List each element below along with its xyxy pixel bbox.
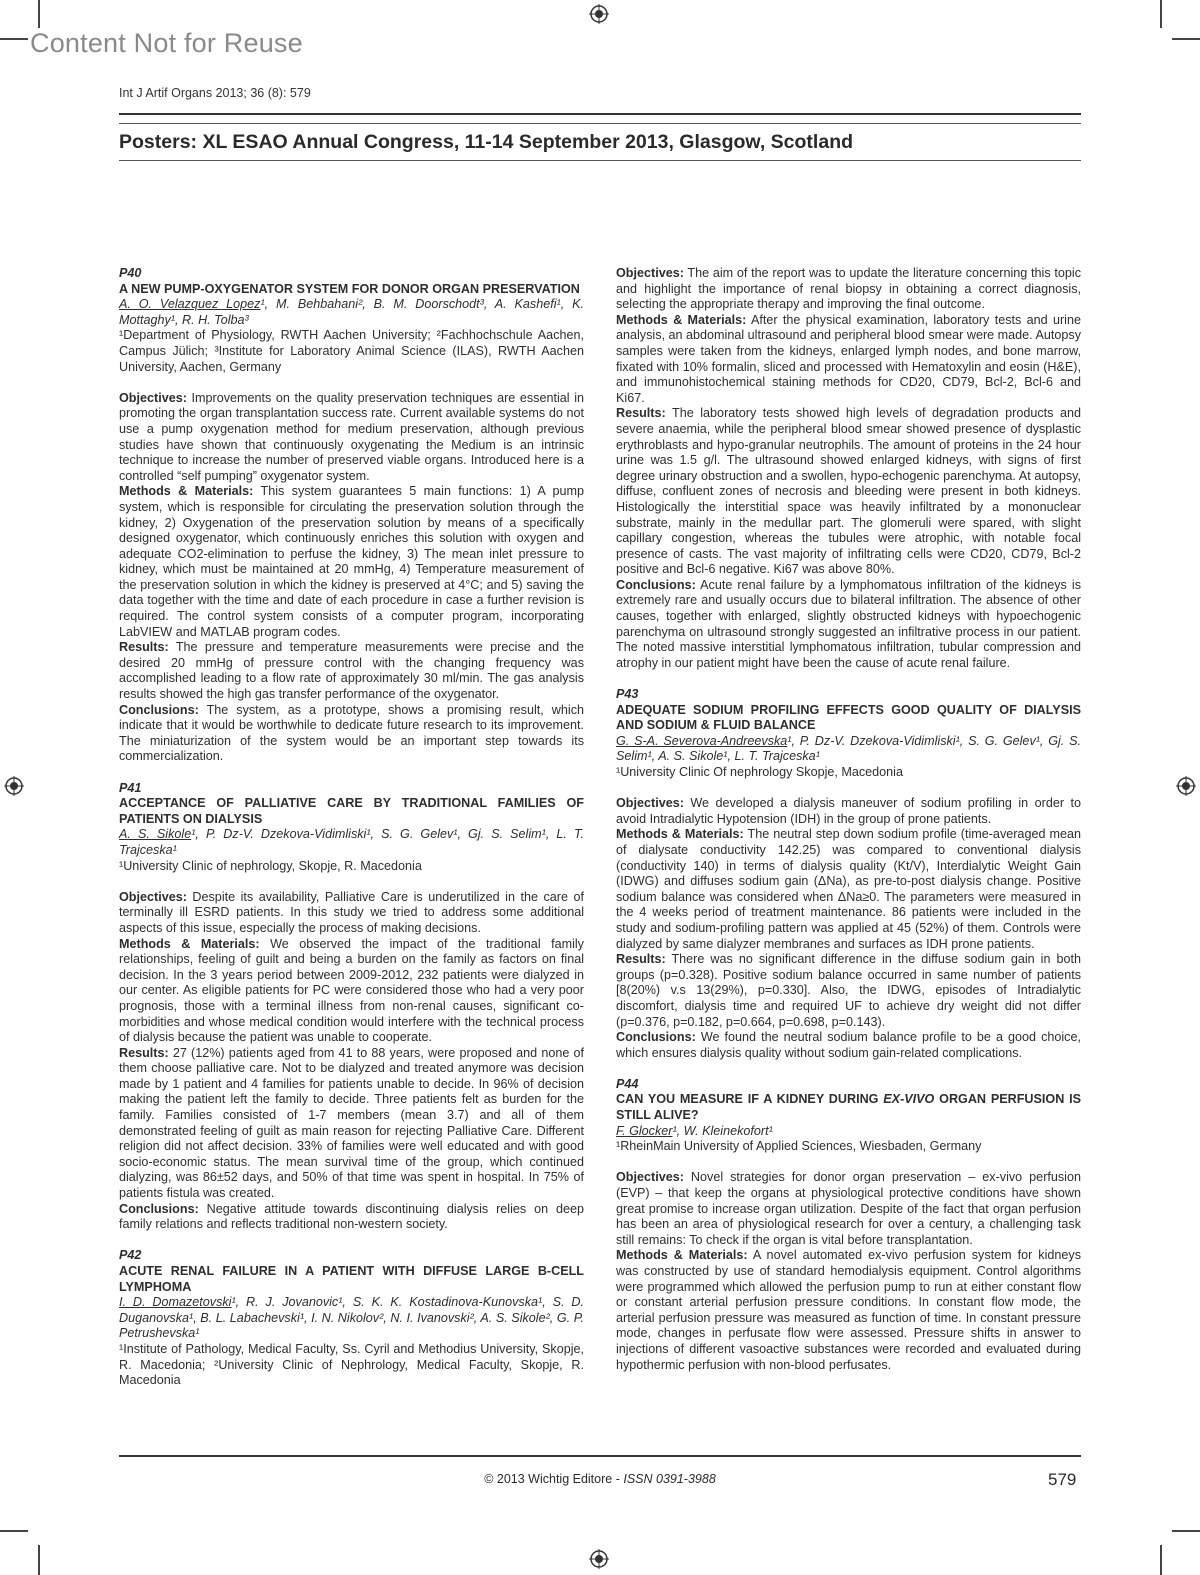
co-authors: ¹, M. Behbahani², B. M. Doorschodt³, A. Kashefi¹, K. Mottaghy¹, R. H. Tolba³ (119, 297, 584, 327)
registration-mark-icon (4, 776, 24, 796)
section-label: Methods & Materials: (616, 312, 747, 327)
section-label: Results: (119, 640, 169, 655)
section-objectives (119, 391, 584, 485)
author-list (119, 1295, 584, 1342)
section-label: Conclusions: (119, 702, 199, 717)
author-list (119, 827, 584, 858)
section-conclusions (119, 703, 584, 765)
section-label: Methods & Materials: (119, 484, 254, 499)
affiliations: ¹University Clinic of nephrology, Skopje, R. Macedonia (119, 858, 422, 873)
co-authors: ¹, P. Dz-V. Dzekova-Vidimliski¹, S. G. Gelev¹, Gj. S. Selim¹, A. S. Sikole¹, L. T. Trajceska¹ (616, 733, 1081, 764)
section-conclusions (616, 578, 1081, 672)
section-text: Improvements on the quality preservation techniques are essential in promoting the organ transplantation success rate. Current available systems do not use a pump oxygenation method for medium preservation, although previous studies have shown that continuously oxygenating the Medium is an intrinsic technique to increase the number of preserved viable organs. Introduced here is a controlled “self pumping” oxygenator system. (119, 390, 584, 483)
registration-mark-icon (589, 4, 609, 24)
abstract-p40 (119, 266, 584, 765)
section-label: Objectives: (616, 266, 684, 280)
author-list (616, 1124, 1081, 1140)
abstract-p42-continued (616, 266, 1081, 671)
section-text: The system, as a prototype, shows a promising result, which indicate that it would be worthwhile to dedicate future research to its improvement. The miniaturization of the system would be an important step towards its commercialization. (119, 702, 584, 764)
abstract-id: P43 (616, 687, 639, 702)
section-text: The neutral step down sodium profile (time-averaged mean of dialysate conductivity 142.25) was compared to conventional dialysis (conductivity 140) in terms of dialysis quality (Kt/V), Interdialytic Weight Gain (IDWG) and diffuses sodium gain (ΔNa), as pre-to-post dialysis change. Positive sodium balance was considered when ΔNa≥0. The parameters were measured in the 4 weeks period of treatment maintenance. 86 patients were included in the study and sodium-profiling pattern was applied at 45 (52%) of them. Controls were dialyzed by same dialyzer membranes and surfaces as IDH prone patients. (616, 827, 1081, 951)
footer-copyright (0, 1472, 1200, 1486)
section-text: This system guarantees 5 main functions: 1) A pump system, which is responsible for circulating the preservation solution through the kidney, 2) Oxygenation of the preservation solution by means of a specifically designed oxygenator, which continuously enriches this solution with oxygen and adequate CO2-elimination to perfuse the kidney, 3) The mean inlet pressure to kidney, which must be maintained at 20 mmHg, 4) Temperature measurement of the preservation solution in which the kidney is preserved at 4°C; and 5) saving the data together with the time and date of each procedure in case a further revision is required. The control system consists of a computer program, incorporating LabVIEW and MATLAB program codes. (119, 484, 584, 639)
crop-mark (0, 38, 28, 40)
section-label: Results: (616, 952, 666, 967)
footer-rule (119, 1455, 1081, 1457)
section-results (119, 1046, 584, 1202)
title-part: CAN YOU MEASURE IF A KIDNEY DURING (616, 1092, 884, 1107)
abstract-id: P40 (119, 266, 142, 280)
title-part: ORGAN PERFUSION IS STILL ALIVE? (616, 1092, 1081, 1123)
abstract-title: ACUTE RENAL FAILURE IN A PATIENT WITH DIFFUSE LARGE B-CELL LYMPHOMA (119, 1264, 584, 1294)
abstract-title: A NEW PUMP-OXYGENATOR SYSTEM FOR DONOR ORGAN PRESERVATION (119, 281, 580, 296)
section-label: Methods & Materials: (119, 936, 260, 951)
section-label: Objectives: (616, 796, 684, 811)
section-text: The aim of the report was to update the literature concerning this topic and highlight the importance of renal biopsy in obtaining a correct diagnosis, selecting the appropriate therapy and improving the final outcome. (616, 266, 1081, 312)
abstract-p42 (119, 1248, 584, 1388)
section-label: Objectives: (119, 390, 187, 405)
section-text: We found the neutral sodium balance profile to be a good choice, which ensures dialysis quality without sodium gain-related complications. (616, 1030, 1081, 1060)
section-label: Results: (616, 406, 666, 421)
crop-mark (38, 0, 40, 28)
presenting-author: A. O. Velazquez Lopez (119, 297, 261, 312)
section-methods (616, 827, 1081, 952)
section-conclusions (616, 1030, 1081, 1061)
section-results (119, 640, 584, 702)
abstract-p44 (616, 1077, 1081, 1373)
abstract-title (616, 1092, 1081, 1123)
header-rule-top (119, 113, 1081, 115)
presenting-author: A. S. Sikole (119, 827, 192, 842)
section-objectives (119, 890, 584, 937)
title-italic-part: EX-VIVO (883, 1092, 935, 1107)
section-text: A novel automated ex-vivo perfusion system for kidneys was constructed by use of standard hemodialysis equipment. Control algorithms were programmed which allowed the perfusion pump to run at either constant flow or constant arterial perfusion pressure conditions. In constant flow mode, the arterial perfusion pressure was measured as function of time. In constant pressure mode, changes in perfusate flow were assessed. Pressure shifts in answer to injections of different vasoactive substances were recorded and evaluated during hypothermic perfusion with non-blood perfusates. (616, 1248, 1081, 1372)
section-results (616, 952, 1081, 1030)
journal-citation: Int J Artif Organs 2013; 36 (8): 579 (119, 86, 311, 100)
page-title: Posters: XL ESAO Annual Congress, 11-14 September 2013, Glasgow, Scotland (119, 131, 854, 153)
section-text: Despite its availability, Palliative Care is underutilized in the care of terminally ill ESRD patients. In this study we tried to address some additional aspects of this issue, especially the process of making decisions. (119, 889, 584, 935)
presenting-author: F. Glocker (616, 1123, 673, 1138)
section-label: Results: (119, 1045, 169, 1060)
registration-mark-icon (589, 1549, 609, 1569)
abstract-id: P41 (119, 780, 142, 795)
crop-mark (38, 1545, 40, 1575)
co-authors: ¹, R. J. Jovanovic¹, S. K. K. Kostadinova-Kunovska¹, S. D. Duganovska¹, B. L. Labachevski¹, I. N. Nikolov², N. I. Ivanovski², A. S. Sikole², G. P. Petrushevska¹ (119, 1295, 584, 1341)
section-label: Methods & Materials: (616, 827, 744, 842)
author-list (616, 734, 1081, 765)
abstract-p43 (616, 687, 1081, 1061)
section-label: Objectives: (119, 889, 187, 904)
affiliations: ¹Institute of Pathology, Medical Faculty, Ss. Cyril and Methodius University, Skopje, R. Macedonia; ²University Clinic of Nephrology, Medical Faculty, Skopje, R. Macedonia (119, 1341, 584, 1388)
section-label: Conclusions: (119, 1201, 199, 1216)
section-text: Acute renal failure by a lymphomatous infiltration of the kidneys is extremely rare and usually occurs due to bilateral infiltration. The absence of other causes, together with enlarged, slightly obstructed kidneys with hypoechogenic parenchyma on ultrasound strongly suggested an infiltrative process in our patient. The noted massive interstitial lymphomatous infiltration, tubular compression and atrophy in our patient might have been the cause of acute renal failure. (616, 577, 1081, 670)
abstract-id: P44 (616, 1076, 639, 1091)
section-label: Objectives: (616, 1170, 684, 1185)
section-methods (119, 937, 584, 1046)
right-column (616, 266, 1081, 1373)
section-text: The laboratory tests showed high levels of degradation products and severe anaemia, while the peripheral blood smear showed presence of dysplastic erythroblasts and hypo-granular neutrophils. The amount of proteins in the 24 hour urine was 1.5 g/l. The ultrasound showed enlarged kidneys, with signs of first degree urinary obstruction and a swollen, hypo-echogenic parenchyma. At autopsy, diffuse, confluent zones of necrosis and bleeding were present in both kidneys. Histologically the interstitial space was heavily infiltrated by a mononuclear substrate, mainly in the medullar part. The glomeruli were spared, with slight capillary congestion, whereas the tubules were atrophic, with notable focal presence of casts. The vast majority of infiltrating cells were CD20, CD79, Bcl-2 positive and Bcl-6 negative. Ki67 was above 80%. (616, 406, 1081, 577)
crop-mark (1160, 1545, 1162, 1575)
crop-mark (1172, 1530, 1200, 1532)
section-text: There was no significant difference in the diffuse sodium gain in both groups (p=0.328). Positive sodium balance occurred in same number of patients [8(20%) v.s 13(29%), p=0.330]. Also, the IDWG, episodes of Intradialytic discomfort, dialysis time and required UF to achieve dry weight did not differ (p=0.376, p=0.182, p=0.664, p=0.698, p=0.143). (616, 952, 1081, 1029)
crop-mark (1172, 38, 1200, 40)
co-authors: ¹, W. Kleinekofort¹ (672, 1123, 773, 1138)
section-objectives (616, 796, 1081, 827)
abstract-p41 (119, 781, 584, 1233)
header-rule-mid (119, 123, 1081, 124)
abstract-title: ADEQUATE SODIUM PROFILING EFFECTS GOOD QUALITY OF DIALYSIS AND SODIUM & FLUID BALANCE (616, 702, 1081, 733)
section-text: Novel strategies for donor organ preservation – ex-vivo perfusion (EVP) – that keep the organs at physiological protective conditions have shown great promise to increase organ utilization. Despite of the fact that organ perfusion has been an area of physiological research for over a century, a challenging task still remains: To check if the organ is vital before transplantation. (616, 1170, 1081, 1247)
section-objectives (616, 266, 1081, 313)
affiliations: ¹University Clinic Of nephrology Skopje, Macedonia (616, 765, 903, 779)
registration-mark-icon (1176, 776, 1196, 796)
section-label: Conclusions: (616, 577, 696, 592)
presenting-author: G. S-A. Severova-Andreevska (616, 733, 788, 748)
abstract-title: ACCEPTANCE OF PALLIATIVE CARE BY TRADITIONAL FAMILIES OF PATIENTS ON DIALYSIS (119, 796, 584, 826)
crop-mark (0, 1530, 28, 1532)
affiliations: ¹Department of Physiology, RWTH Aachen University; ²Fachhochschule Aachen, Campus Jülich; ³Institute for Laboratory Animal Science (ILAS), RWTH Aachen University, Aachen, Germany (119, 328, 584, 374)
section-label: Conclusions: (616, 1030, 696, 1045)
section-text: 27 (12%) patients aged from 41 to 88 years, were proposed and none of them choose palliative care. Not to be dialyzed and treated anymore was decision made by 1 patient and 4 families for patients unable to decide. In 96% of decision making the patient left the family to decide. Three patients felt as burden for the family. Families consisted of 1-7 members (mean 3.7) and all of them demonstrated feeling of guilt as main reason for rejecting Palliative Care. Different religion did not affect decision. 33% of families were well educated and with good socio-economic status. The mean survival time of the group, which continued dialyzing, was 86±52 days, and 50% of that time was spent in hospital. In 75% of patients fistula was created. (119, 1045, 584, 1201)
issn-text: ISSN 0391-3988 (623, 1472, 716, 1486)
section-text: We observed the impact of the traditional family relationships, feeling of guilt and being a burden on the family as factors on final decision. In the 3 years period between 2009-2012, 232 patients were dialyzed in our center. As eligible patients for PC were considered those who had a very poor prognosis, those with a terminal illness from non-renal causes, significant co-morbidities and whose medical condition would interfere with the technical process of dialysis because the patient was unable to cooperate. (119, 936, 584, 1045)
abstract-id: P42 (119, 1248, 142, 1263)
header-rule-bottom (119, 160, 1081, 161)
section-text: Negative attitude towards discontinuing dialysis relies on deep family relations and reflects traditional non-western society. (119, 1201, 584, 1232)
left-column (119, 266, 584, 1389)
section-results (616, 406, 1081, 578)
co-authors: ¹, P. Dz-V. Dzekova-Vidimliski¹, S. G. Gelev¹, Gj. S. Selim¹, L. T. Trajceska¹ (119, 827, 584, 857)
section-methods (616, 313, 1081, 407)
section-text: The pressure and temperature measurements were precise and the desired 20 mmHg of pressure control with the changing frequency was accomplished leading to a flow rate of approximately 30 ml/min. The gas analysis results showed the high gas transfer performance of the oxygenator. (119, 640, 584, 702)
presenting-author: I. D. Domazetovski (119, 1295, 232, 1310)
author-list (119, 297, 584, 328)
crop-mark (1160, 0, 1162, 28)
copyright-text: © 2013 Wichtig Editore - (484, 1472, 624, 1486)
section-methods (119, 484, 584, 640)
section-methods (616, 1248, 1081, 1373)
section-conclusions (119, 1202, 584, 1233)
watermark: Content Not for Reuse (30, 28, 303, 58)
page-number: 579 (1048, 1470, 1077, 1489)
section-text: We developed a dialysis maneuver of sodium profiling in order to avoid Intradialytic Hypotension (IDH) in the group of prone patients. (616, 796, 1081, 826)
affiliations: ¹RheinMain University of Applied Sciences, Wiesbaden, Germany (616, 1139, 982, 1154)
section-text: After the physical examination, laboratory tests and urine analysis, an abdominal ultrasound and peripheral blood smear were made. Autopsy samples were taken from the kidneys, enlarged lymph nodes, and bone marrow, fixated with 10% formalin, sliced and processed with Hematoxylin and eosin (H&E), and immunohistochemical staining methods for CD20, CD79, Bcl-2, Bcl-6 and Ki67. (616, 312, 1081, 405)
section-objectives (616, 1170, 1081, 1248)
section-label: Methods & Materials: (616, 1248, 748, 1263)
